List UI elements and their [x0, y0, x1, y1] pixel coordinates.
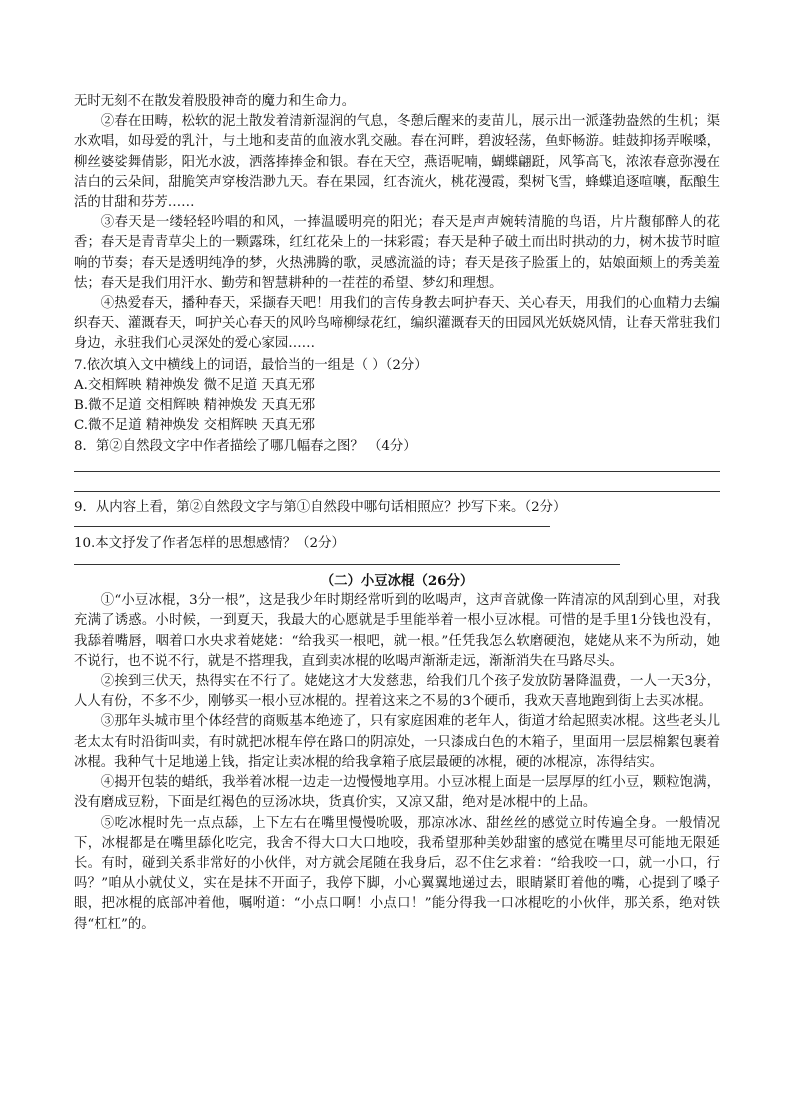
question-10: 10.本文抒发了作者怎样的思想感情？（2分） [74, 535, 345, 551]
question-7-option-c: C.微不足道 精神焕发 交相辉映 天真无邪 [74, 418, 316, 434]
passage2-paragraph-3: ③那年头城市里个体经营的商贩基本绝迹了，只有家庭困难的老年人，街道才给起照卖冰棍。这些老头儿老太太有时沿街叫卖，有时就把冰棍车停在路口的阴凉处，一只漆成白色的木箱子，里面用一层层棉絮包裹着冰棍。我种气十足地递上钱，指定让卖冰棍的给我拿箱子底层最硬的冰棍，硬的冰棍凉，冻得结实。 [74, 714, 720, 770]
document-page [74, 92, 720, 935]
question-9: 9．从内容上看，第②自然段文字与第①自然段中哪句话相照应？抄写下来。（2分） [74, 499, 567, 515]
section-title-xiaodou-bingun: （二）小豆冰棍（26分） [320, 573, 474, 590]
passage2-paragraph-5: ⑤吃冰棍时先一点点舔，上下左右在嘴里慢慢吮吸，那凉冰冰、甜丝丝的感觉立时传遍全身。一般情况下，冰棍都是在嘴里舔化吃完，我舍不得大口大口地咬，我希望那种美妙甜蜜的感觉在嘴里尽可能地无限延长。有时，碰到关系非常好的小伙伴，对方就会尾随在我身后，忍不住乞求着：“给我咬一口，就一小口，行吗？”咱从小就仗义，实在是抹不开面子，我停下脚，小心翼翼地递过去，眼睛紧盯着他的嘴，心提到了嗓子眼，把冰棍的底部冲着他，嘱咐道：“小点口啊！小点口！”能分得我一口冰棍吃的小伙伴，那关系，绝对铁得“杠杠”的。 [74, 815, 720, 932]
question-7-option-a: A.交相辉映 精神焕发 微不足道 天真无邪 [74, 377, 315, 393]
question-7-option-b: B.微不足道 交相辉映 精神焕发 天真无邪 [74, 398, 316, 414]
passage2-paragraph-4: ④揭开包装的蜡纸，我举着冰棍一边走一边慢慢地享用。小豆冰棍上面是一层厚厚的红小豆，颗粒饱满，没有磨成豆粉，下面是红褐色的豆汤冰块，货真价实，又凉又甜，绝对是冰棍中的上品。 [74, 775, 720, 811]
passage1-paragraph-2: ②春在田畴，松软的泥土散发着清新湿润的气息，冬憩后醒来的麦苗儿，展示出一派蓬勃盎然的生机；渠水欢唱，如母爱的乳汁，与土地和麦苗的血液水乳交融。春在河畔，碧波轻荡，鱼虾畅游。蛙鼓抑扬弄喉嗓，柳丝婆娑舞倩影，阳光水波，洒落捧捧金和银。春在天空，燕语呢喃，蝴蝶翩跹，风筝高飞，浓浓春意弥漫在洁白的云朵间，甜脆笑声穿梭浩渺九天。春在果园，红杏流火，桃花漫霞，梨树飞雪，蜂蝶追逐喧嚷，酝酿生活的甘甜和芬芳…… [74, 114, 720, 211]
passage1-paragraph-3: ③春天是一缕轻轻吟唱的和风，一捧温暖明亮的阳光；春天是声声婉转清脆的鸟语，片片馥郁醉人的花香；春天是青青草尖上的一颗露珠，红红花朵上的一抹彩霞；春天是种子破土而出时拱动的力，树木拔节时暄响的节奏；春天是透明纯净的梦，火热沸腾的歌，灵感流溢的诗；春天是孩子脸蛋上的，姑娘面颊上的秀美羞怯；春天是我们用汗水、勤劳和智慧耕种的一茬茬的希望、梦幻和理想。 [74, 215, 720, 291]
question-8: 8．第②自然段文字中作者描绘了哪几幅春之图？ （4分） [74, 439, 417, 455]
passage1-paragraph-1-tail: 无时无刻不在散发着股股神奇的魔力和生命力。 [74, 94, 356, 109]
passage2-paragraph-1: ①“小豆冰棍，3分一根”，这是我少年时期经常听到的吆喝声，这声音就像一阵清凉的风刮到心里，对我充满了诱惑。小时候，一到夏天，我最大的心愿就是手里能举着一根小豆冰棍。可惜的是手里1分钱也没有，我舔着嘴唇，咽着口水央求着姥姥：“给我买一根吧，就一根。”任凭我怎么软磨硬泡，姥姥从来不为所动，她不说行，也不说不行，就是不搭理我，直到卖冰棍的吆喝声渐渐走远，渐渐消失在马路尽头。 [74, 593, 720, 669]
question-7: 7.依次填入文中横线上的词语，最恰当的一组是（ ）（2分） [74, 357, 428, 373]
passage2-paragraph-2: ②挨到三伏天，热得实在不行了。姥姥这才大发慈悲，给我们几个孩子发放防暑降温费，一人一天3分，人人有份，不多不少，刚够买一根小豆冰棍的。捏着这来之不易的3个硬币，我欢天喜地跑到街上去买冰棍。 [74, 674, 720, 710]
passage1-paragraph-4: ④热爱春天，播种春天，采撷春天吧！用我们的言传身教去呵护春天、关心春天，用我们的心血精力去编织春天、灌溉春天，呵护关心春天的风吟鸟啼柳绿花红，编织灌溉春天的田园风光妖娆风情，让春天常驻我们身边，永驻我们心灵深处的爱心家园…… [74, 296, 720, 352]
